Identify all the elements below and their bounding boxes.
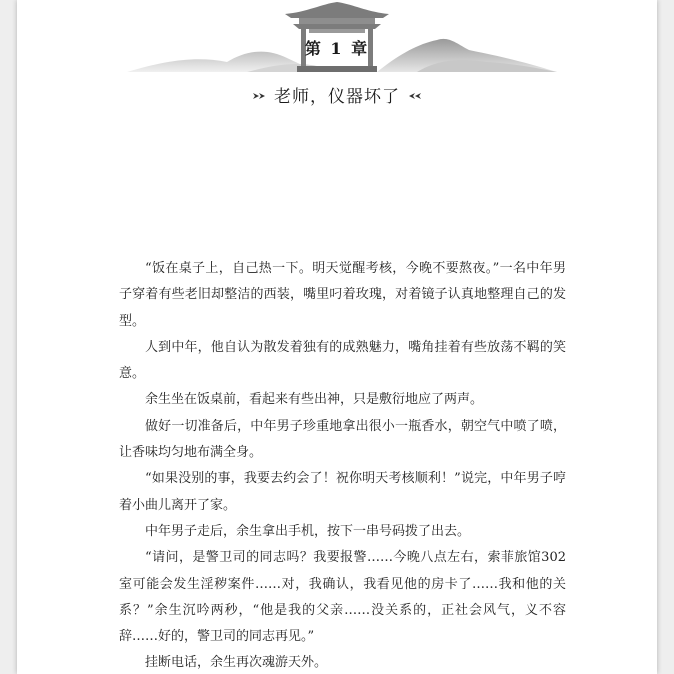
chapter-title: 老师，仪器坏了 — [274, 86, 400, 107]
chapter-title-row — [17, 84, 657, 109]
paragraph: 人到中年，他自认为散发着独有的成熟魅力，嘴角挂着有些放荡不羁的笑意。 — [119, 339, 566, 382]
paragraph: “饭在桌子上，自己热一下。明天觉醒考核，今晚不要熬夜。”一名中年男子穿着有些老旧却整洁的西装，嘴里叼着玫瑰，对着镜子认真地整理自己的发型。 — [119, 261, 566, 329]
chapter-number: 第 1 章 — [304, 39, 370, 58]
paragraph: “如果没别的事，我要去约会了！祝你明天考核顺利！”说完，中年男子哼着小曲儿离开了家。 — [119, 471, 566, 513]
paragraph: 余生坐在饭桌前，看起来有些出神，只是敷衍地应了两声。 — [145, 392, 484, 408]
book-page — [17, 0, 657, 674]
paragraph: 中年男子走后，余生拿出手机，按下一串号码拨了出去。 — [145, 523, 471, 539]
chapter-body — [119, 256, 566, 674]
paragraph: 挂断电话，余生再次魂游天外。 — [145, 655, 328, 671]
chapter-header-illustration — [17, 0, 657, 130]
paragraph: 做好一切准备后，中年男子珍重地拿出很小一瓶香水，朝空气中喷了喷，让香味均匀地布满全身。 — [119, 418, 566, 461]
paragraph: “请问，是警卫司的同志吗？我要报警……今晚八点左右，索菲旅馆302室可能会发生淫秽案件……对，我确认，我看见他的房卡了……我和他的关系？”余生沉吟两秒，“他是我的父亲……没关系的，正社会风气，义不容辞……好的，警卫司的同志再见。” — [119, 550, 566, 645]
